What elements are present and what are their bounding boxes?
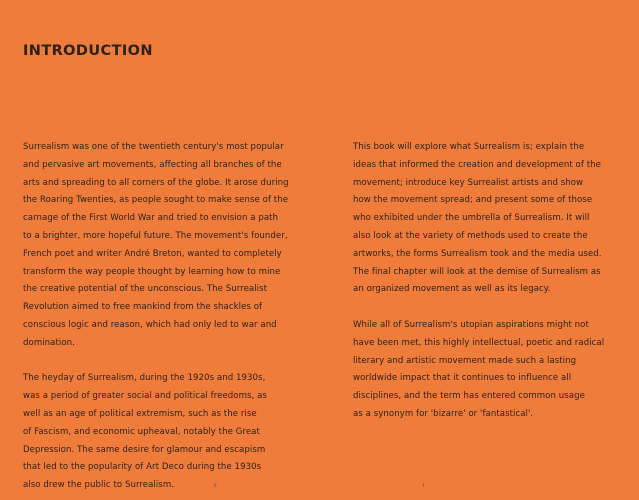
text-line: carnage of the First World War and tried to envision a path	[23, 213, 279, 224]
page-number-left: 6	[214, 483, 217, 488]
text-line: The heyday of Surrealism, during the 1920s and 1930s,	[23, 373, 266, 384]
text-line: Depression. The same desire for glamour and escapism	[23, 444, 266, 455]
paragraph-gap	[353, 299, 618, 317]
text-line: well as an age of political extremism, such as the rise	[23, 408, 257, 419]
right-paragraph-2	[353, 317, 618, 424]
text-line: also look at the variety of methods used to create the	[353, 230, 588, 241]
right-column	[353, 139, 618, 424]
text-line: also drew the public to Surrealism.	[23, 480, 175, 491]
text-line: was a period of greater social and political freedoms, as	[23, 391, 267, 402]
text-line: to a brighter, more hopeful future. The movement's founder,	[23, 230, 288, 241]
text-line: the Roaring Twenties, as people sought to make sense of the	[23, 195, 289, 206]
text-line: and pervasive art movements, affecting all branches of the	[23, 159, 282, 170]
text-line: movement; introduce key Surrealist artists and show	[353, 177, 584, 188]
text-line: how the movement spread; and present some of those	[353, 195, 593, 206]
text-line: domination.	[23, 337, 75, 348]
left-paragraph-1	[23, 139, 323, 353]
text-line: This book will explore what Surrealism is; explain the	[353, 142, 585, 152]
text-line: the creative potential of the unconscious. The Surrealist	[23, 284, 268, 295]
text-line: who exhibited under the umbrella of Surrealism. It will	[353, 213, 590, 224]
text-line: that led to the popularity of Art Deco during the 1930s	[23, 462, 262, 473]
text-line: worldwide impact that it continues to influence all	[353, 373, 572, 384]
text-line: The final chapter will look at the demise of Surrealism as	[353, 266, 601, 277]
text-line: of Fascism, and economic upheaval, notably the Great	[23, 426, 260, 437]
text-line: an organized movement as well as its legacy.	[353, 284, 551, 295]
left-column	[23, 139, 323, 495]
text-line: Revolution aimed to free mankind from the shackles of	[23, 302, 263, 313]
text-line: disciplines, and the term has entered common usage	[353, 391, 585, 402]
text-line: While all of Surrealism's utopian aspirations might not	[353, 319, 589, 330]
left-paragraph-2	[23, 370, 323, 495]
text-line: ideas that informed the creation and development of the	[353, 159, 601, 170]
text-line: Surrealism was one of the twentieth century's most popular	[23, 142, 284, 152]
text-line: transform the way people thought by learning how to mine	[23, 266, 281, 277]
text-line: artworks, the forms Surrealism took and the media used.	[353, 248, 602, 259]
text-line: have been met, this highly intellectual, poetic and radical	[353, 337, 605, 348]
text-line: as a synonym for 'bizarre' or 'fantastical'.	[353, 408, 534, 419]
text-line: literary and artistic movement made such a lasting	[353, 355, 577, 366]
text-line: French poet and writer André Breton, wanted to completely	[23, 248, 282, 259]
text-line: conscious logic and reason, which had only led to war and	[23, 319, 277, 330]
right-paragraph-1	[353, 139, 618, 299]
text-line: arts and spreading to all corners of the globe. It arose during	[23, 177, 289, 188]
page-heading: INTRODUCTION	[23, 43, 153, 59]
page-number-right: 7	[422, 483, 425, 488]
paragraph-gap	[23, 353, 323, 371]
